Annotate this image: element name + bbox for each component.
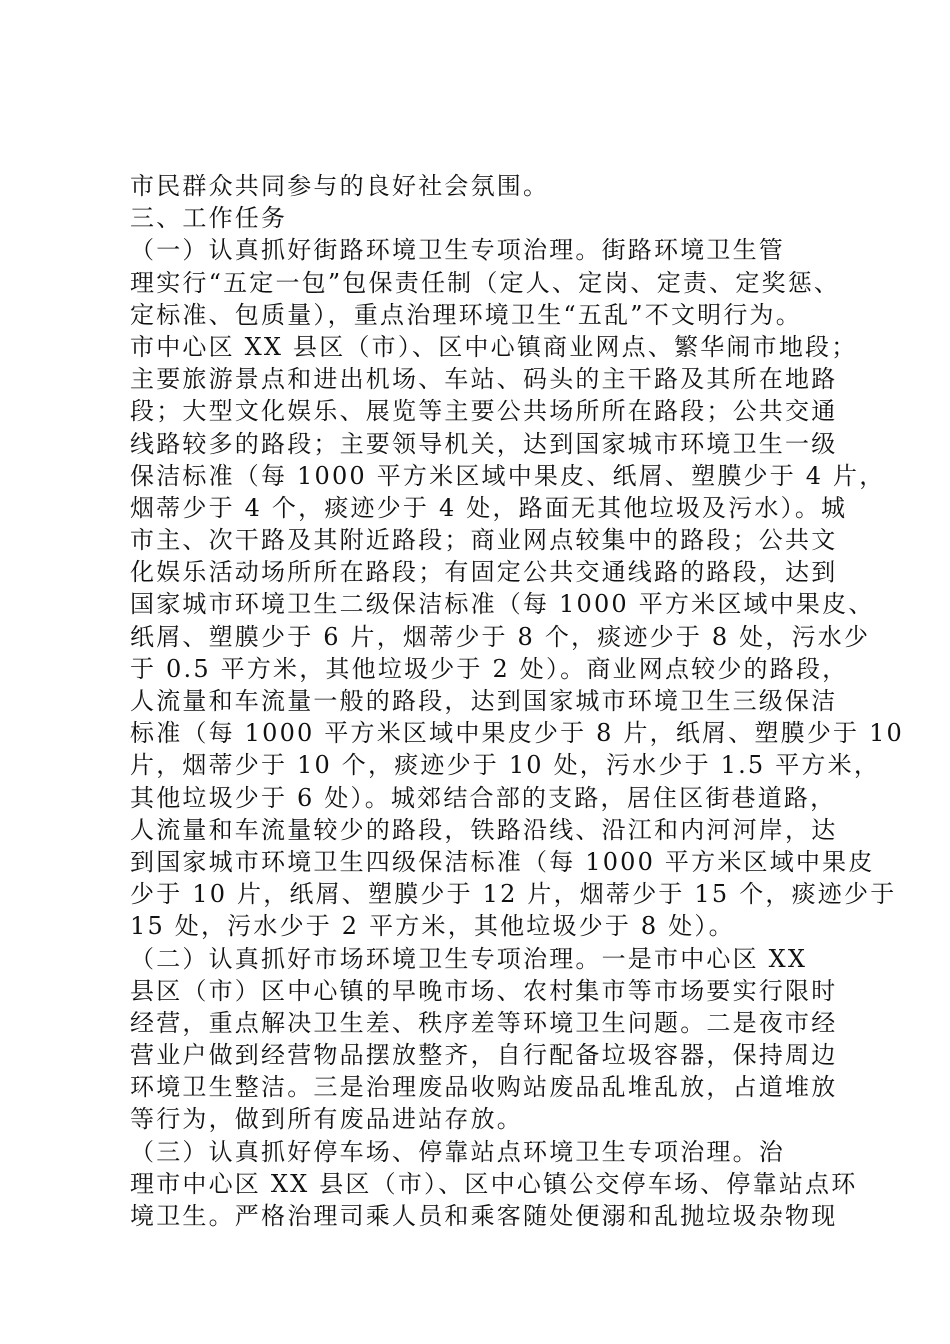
text-line: 段；大型文化娱乐、展览等主要公共场所所在路段；公共交通 [130,397,838,426]
text-line: 人流量和车流量一般的路段，达到国家城市环境卫生三级保洁 [130,687,838,715]
text-line: 市中心区 XX 县区（市）、区中心镇商业网点、繁华闹市地段； [130,332,858,361]
text-line: 少于 10 片，纸屑、塑膜少于 12 片，烟蒂少于 15 个，痰迹少于 [130,880,897,909]
document-body [130,170,905,1232]
text-line: 其他垃圾少于 6 处）。城郊结合部的支路，居住区街巷道路， [130,783,837,812]
subsection-heading-line: （一）认真抓好街路环境卫生专项治理。街路环境卫生管 [130,236,785,265]
text-line: 理实行“五定一包”包保责任制（定人、定岗、定责、定奖惩、 [130,268,841,297]
text-line: 境卫生。严格治理司乘人员和乘客随处便溺和乱抛垃圾杂物现 [130,1202,838,1230]
text-line: 营业户做到经营物品摆放整齐，自行配备垃圾容器，保持周边 [130,1041,838,1070]
section-heading: 三、工作任务 [130,204,288,233]
text-line: 环境卫生整洁。三是治理废品收购站废品乱堆乱放，占道堆放 [130,1073,838,1102]
text-line: 等行为，做到所有废品进站存放。 [130,1105,523,1134]
text-line: 15 处，污水少于 2 平方米，其他垃圾少于 8 处）。 [130,912,735,941]
text-line: 烟蒂少于 4 个，痰迹少于 4 处，路面无其他垃圾及污水）。城 [130,493,848,522]
text-line: 片，烟蒂少于 10 个，痰迹少于 10 处，污水少于 1.5 平方米， [130,751,881,780]
text-line: 定标准、包质量），重点治理环境卫生“五乱”不文明行为。 [130,300,802,329]
text-line: 国家城市环境卫生二级保洁标准（每 1000 平方米区域中果皮、 [130,590,875,619]
text-line: 经营，重点解决卫生差、秩序差等环境卫生问题。二是夜市经 [130,1008,838,1037]
subsection-heading-line: （二）认真抓好市场环境卫生专项治理。一是市中心区 XX [130,944,808,973]
text-line: 人流量和车流量较少的路段，铁路沿线、沿江和内河河岸，达 [130,815,838,844]
text-line: 线路较多的路段；主要领导机关，达到国家城市环境卫生一级 [130,429,838,458]
text-line: 化娱乐活动场所所在路段；有固定公共交通线路的路段，达到 [130,558,838,587]
text-line: 保洁标准（每 1000 平方米区域中果皮、纸屑、塑膜少于 4 片， [130,461,886,490]
text-line: 纸屑、塑膜少于 6 片，烟蒂少于 8 个，痰迹少于 8 处，污水少 [130,622,871,651]
text-line: 市民群众共同参与的良好社会氛围。 [130,172,550,200]
text-line: 标准（每 1000 平方米区域中果皮少于 8 片，纸屑、塑膜少于 10 [130,719,905,748]
text-line: 市主、次干路及其附近路段；商业网点较集中的路段；公共文 [130,526,838,555]
text-line: 县区（市）区中心镇的早晚市场、农村集市等市场要实行限时 [130,976,838,1005]
subsection-heading-line: （三）认真抓好停车场、停靠站点环境卫生专项治理。治 [130,1137,785,1166]
text-line: 主要旅游景点和进出机场、车站、码头的主干路及其所在地路 [130,365,838,394]
text-line: 到国家城市环境卫生四级保洁标准（每 1000 平方米区域中果皮 [130,847,875,876]
text-line: 理市中心区 XX 县区（市）、区中心镇公交停车场、停靠站点环 [130,1169,858,1198]
text-line: 于 0.5 平方米，其他垃圾少于 2 处）。商业网点较少的路段， [130,654,849,683]
